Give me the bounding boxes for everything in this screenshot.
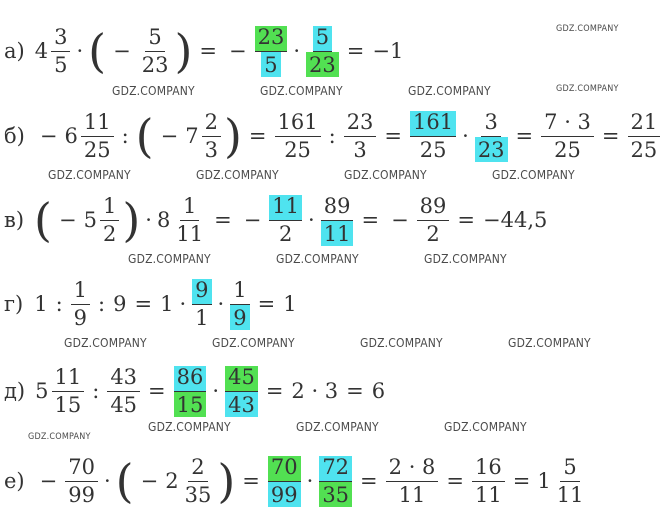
operator: = xyxy=(257,292,276,316)
operator: − xyxy=(243,208,262,232)
operator: = xyxy=(361,208,380,232)
fraction xyxy=(410,111,456,162)
whole-part: 4 xyxy=(34,39,49,63)
numerator: 7 · 3 xyxy=(541,111,594,137)
whole-part: 5 xyxy=(35,379,49,403)
denominator: 15 xyxy=(54,392,82,417)
numerator: 43 xyxy=(107,366,140,392)
operator: − xyxy=(391,208,409,232)
watermark: GDZ.COMPANY xyxy=(128,252,211,266)
fraction xyxy=(107,366,140,417)
watermark: GDZ.COMPANY xyxy=(444,420,527,434)
operator: · xyxy=(462,124,469,148)
line-label: в) xyxy=(4,208,25,232)
numerator: 11 xyxy=(269,195,302,221)
fraction xyxy=(475,111,508,162)
operator: · xyxy=(145,208,152,232)
operator: · xyxy=(76,39,84,63)
term: 2 · 3 xyxy=(291,379,339,403)
term: 1 xyxy=(160,292,174,316)
whole-part: 2 xyxy=(165,469,179,493)
equation-line-e xyxy=(4,446,588,516)
denominator: 25 xyxy=(419,137,447,162)
numerator: 70 xyxy=(268,456,301,482)
operator: · xyxy=(217,292,225,316)
watermark: GDZ.COMPANY xyxy=(360,336,443,350)
numerator: 161 xyxy=(410,111,456,137)
parenthesis: ( xyxy=(88,24,107,78)
fraction xyxy=(139,26,172,77)
denominator: 3 xyxy=(204,137,218,162)
fraction xyxy=(52,366,85,417)
fraction xyxy=(51,26,70,77)
operator: = xyxy=(384,124,403,148)
operator: · xyxy=(293,39,301,63)
parenthesis: ) xyxy=(223,109,242,163)
operator: − xyxy=(160,124,179,148)
fraction xyxy=(628,111,661,162)
denominator: 5 xyxy=(261,52,280,77)
numerator: 1 xyxy=(71,279,90,305)
numerator: 89 xyxy=(417,195,450,221)
watermark: GDZ.COMPANY xyxy=(424,252,507,266)
whole-part: 8 xyxy=(156,208,171,232)
numerator: 23 xyxy=(255,26,288,52)
watermark: GDZ.COMPANY xyxy=(344,168,427,182)
numerator: 1 xyxy=(100,195,119,221)
fraction xyxy=(225,366,258,417)
watermark: GDZ.COMPANY xyxy=(556,24,619,34)
numerator: 70 xyxy=(65,456,98,482)
operator: = xyxy=(248,124,267,148)
operator: − xyxy=(140,469,159,493)
operator: = xyxy=(148,379,166,403)
operator: = xyxy=(360,469,378,493)
term: 1 xyxy=(34,292,48,316)
term: −44,5 xyxy=(483,208,548,232)
denominator: 11 xyxy=(176,221,204,246)
denominator: 11 xyxy=(321,221,354,246)
fraction xyxy=(81,111,114,162)
denominator: 2 xyxy=(102,221,117,246)
denominator: 2 xyxy=(278,221,293,246)
equation-line-g xyxy=(4,269,299,339)
denominator: 11 xyxy=(398,482,426,507)
numerator: 2 xyxy=(202,111,221,137)
parenthesis: ) xyxy=(174,24,193,78)
fraction xyxy=(269,195,302,246)
fraction xyxy=(65,456,98,507)
numerator: 5 xyxy=(313,26,332,52)
fraction xyxy=(306,26,339,77)
denominator: 3 xyxy=(353,137,367,162)
operator: − xyxy=(39,124,58,148)
equation-line-v xyxy=(4,185,549,255)
line-label: а) xyxy=(4,39,25,63)
numerator: 3 xyxy=(51,26,70,52)
operator: · xyxy=(179,292,187,316)
numerator: 21 xyxy=(628,111,661,137)
fraction xyxy=(230,279,249,330)
watermark: GDZ.COMPANY xyxy=(148,420,231,434)
denominator: 23 xyxy=(475,137,508,162)
denominator: 99 xyxy=(68,482,95,507)
watermark: GDZ.COMPANY xyxy=(64,336,147,350)
whole-part: 6 xyxy=(64,124,78,148)
numerator: 11 xyxy=(81,111,114,137)
operator: − xyxy=(113,39,131,63)
watermark: GDZ.COMPANY xyxy=(28,432,91,442)
denominator: 43 xyxy=(225,392,258,417)
watermark: GDZ.COMPANY xyxy=(492,168,575,182)
watermark: GDZ.COMPANY xyxy=(408,84,491,98)
numerator: 2 xyxy=(188,456,207,482)
operator: : xyxy=(121,124,129,148)
numerator: 89 xyxy=(321,195,354,221)
operator: = xyxy=(346,39,365,63)
watermark: GDZ.COMPANY xyxy=(212,336,295,350)
fraction xyxy=(182,456,215,507)
fraction xyxy=(275,111,321,162)
numerator: 5 xyxy=(560,456,579,482)
equation-line-b xyxy=(4,101,662,171)
term: 1 xyxy=(283,292,297,316)
parenthesis: ( xyxy=(135,109,154,163)
fraction xyxy=(554,456,587,507)
denominator: 25 xyxy=(554,137,581,162)
operator: = xyxy=(214,208,232,232)
numerator: 2 · 8 xyxy=(386,456,439,482)
parenthesis: ) xyxy=(122,193,141,247)
numerator: 1 xyxy=(230,279,249,305)
operator: = xyxy=(515,124,534,148)
operator: = xyxy=(199,39,218,63)
fraction xyxy=(472,456,505,507)
watermark: GDZ.COMPANY xyxy=(260,84,343,98)
watermark: GDZ.COMPANY xyxy=(48,168,131,182)
fraction xyxy=(173,195,206,246)
equation-line-a xyxy=(4,16,405,86)
operator: − xyxy=(229,39,247,63)
parenthesis: ( xyxy=(115,454,134,508)
whole-part: 5 xyxy=(83,208,97,232)
operator: = xyxy=(346,379,364,403)
operator: = xyxy=(134,292,153,316)
denominator: 35 xyxy=(184,482,212,507)
denominator: 45 xyxy=(110,392,138,417)
numerator: 45 xyxy=(225,366,258,392)
equation-line-d xyxy=(4,356,387,426)
fraction xyxy=(417,195,450,246)
denominator: 11 xyxy=(475,482,502,507)
fraction xyxy=(192,279,211,330)
watermark: GDZ.COMPANY xyxy=(196,168,279,182)
denominator: 25 xyxy=(284,137,311,162)
line-label: г) xyxy=(4,292,24,316)
operator: · xyxy=(306,469,314,493)
line-label: б) xyxy=(4,124,25,148)
numerator: 86 xyxy=(174,366,207,392)
denominator: 11 xyxy=(556,482,584,507)
term: 9 xyxy=(113,292,127,316)
operator: = xyxy=(242,469,260,493)
fraction xyxy=(202,111,221,162)
fraction xyxy=(344,111,377,162)
parenthesis: ) xyxy=(217,454,236,508)
watermark: GDZ.COMPANY xyxy=(296,420,379,434)
operator: − xyxy=(39,469,58,493)
fraction xyxy=(71,279,90,330)
operator: · xyxy=(103,469,111,493)
whole-part: 7 xyxy=(185,124,199,148)
operator: : xyxy=(92,379,100,403)
watermark: GDZ.COMPANY xyxy=(556,84,619,94)
operator: − xyxy=(58,208,77,232)
numerator: 5 xyxy=(145,26,164,52)
denominator: 9 xyxy=(230,305,249,330)
operator: = xyxy=(512,469,531,493)
numerator: 23 xyxy=(344,111,377,137)
numerator: 161 xyxy=(275,111,321,137)
operator: : xyxy=(328,124,336,148)
numerator: 9 xyxy=(192,279,211,305)
term: 6 xyxy=(371,379,386,403)
denominator: 35 xyxy=(319,482,352,507)
fraction xyxy=(319,456,352,507)
denominator: 99 xyxy=(268,482,301,507)
numerator: 16 xyxy=(472,456,505,482)
denominator: 25 xyxy=(630,137,658,162)
watermark: GDZ.COMPANY xyxy=(276,252,359,266)
denominator: 25 xyxy=(83,137,111,162)
operator: : xyxy=(98,292,106,316)
numerator: 72 xyxy=(319,456,352,482)
line-label: е) xyxy=(4,469,25,493)
operator: : xyxy=(55,292,63,316)
fraction xyxy=(100,195,119,246)
denominator: 23 xyxy=(141,52,169,77)
operator: = xyxy=(601,124,620,148)
term: −1 xyxy=(372,39,404,63)
denominator: 5 xyxy=(54,52,68,77)
denominator: 15 xyxy=(174,392,207,417)
fraction xyxy=(174,366,207,417)
denominator: 23 xyxy=(306,52,339,77)
parenthesis: ( xyxy=(34,193,52,247)
fraction xyxy=(255,26,288,77)
fraction xyxy=(268,456,301,507)
fraction xyxy=(541,111,594,162)
operator: · xyxy=(212,379,220,403)
fraction xyxy=(321,195,354,246)
denominator: 1 xyxy=(195,305,209,330)
watermark: GDZ.COMPANY xyxy=(508,336,591,350)
denominator: 9 xyxy=(73,305,88,330)
numerator: 11 xyxy=(52,366,85,392)
fraction xyxy=(386,456,439,507)
numerator: 3 xyxy=(481,111,500,137)
operator: = xyxy=(446,469,465,493)
numerator: 1 xyxy=(180,195,199,221)
whole-part: 1 xyxy=(537,469,551,493)
line-label: д) xyxy=(4,379,26,403)
operator: · xyxy=(308,208,315,232)
operator: = xyxy=(265,379,284,403)
denominator: 2 xyxy=(426,221,440,246)
watermark: GDZ.COMPANY xyxy=(112,84,195,98)
operator: = xyxy=(457,208,476,232)
